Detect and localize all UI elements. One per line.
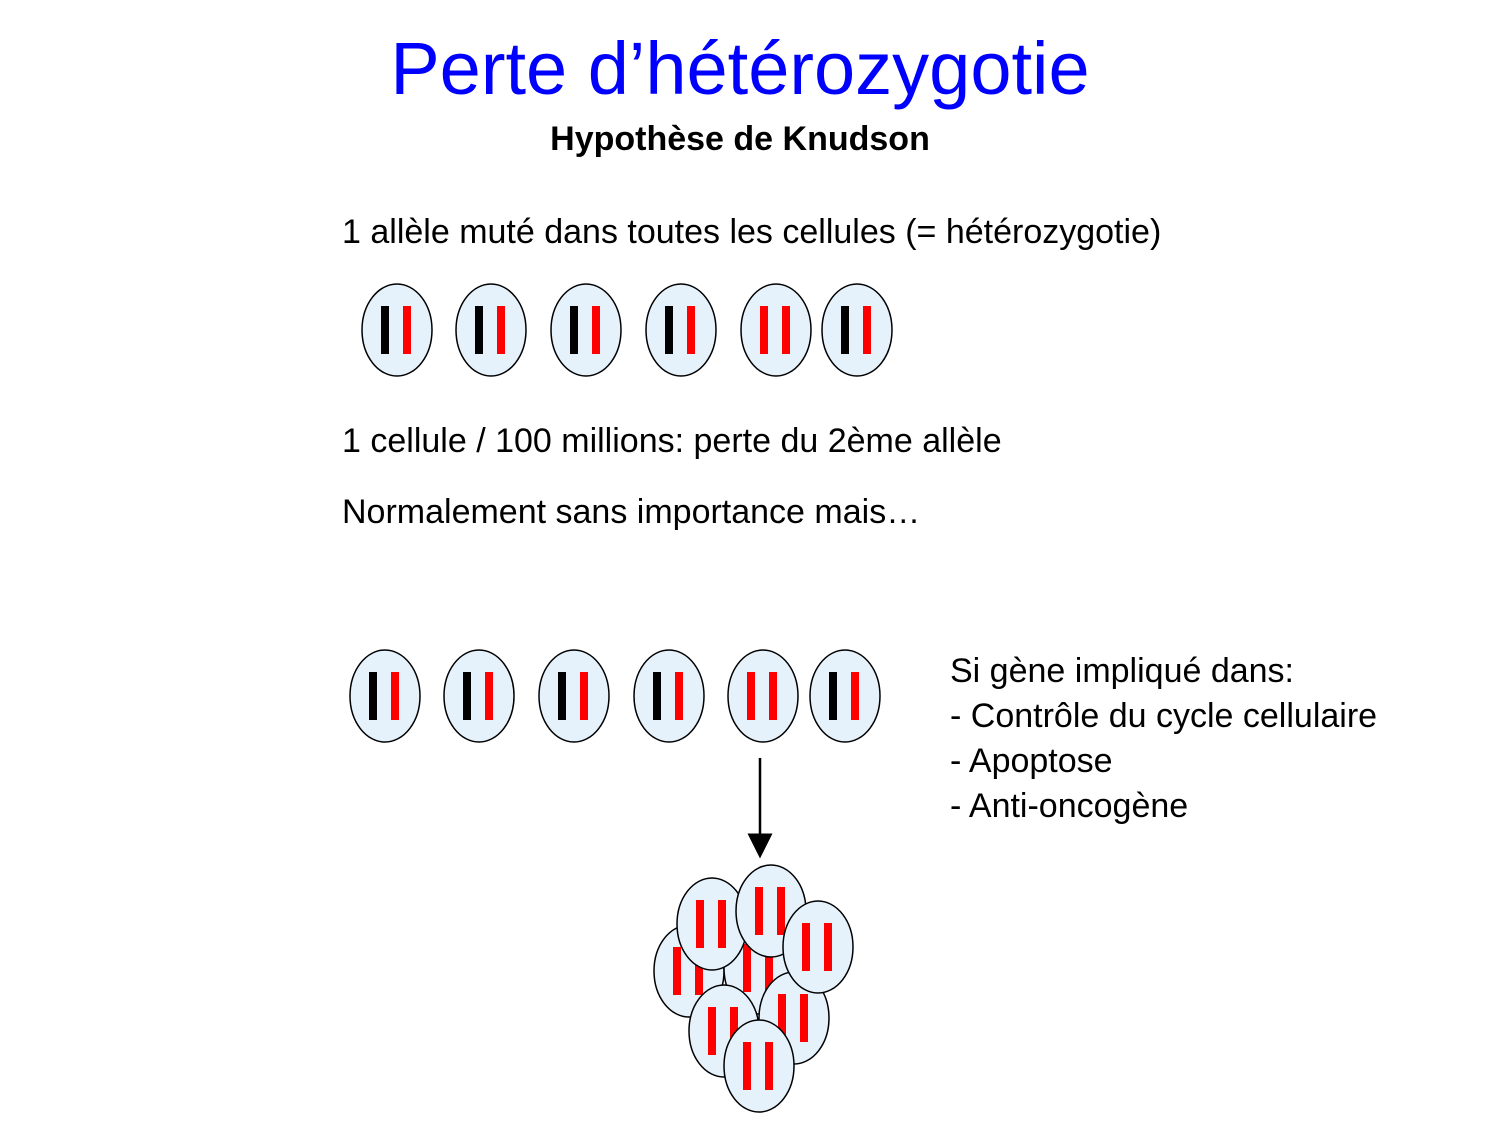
allele-2 [391,672,399,720]
cell-membrane [677,878,747,970]
cell-row-2 [350,650,880,742]
cell-membrane [741,284,811,376]
statement-heterozygosity: 1 allèle muté dans toutes les cellules (= hétérozygotie) [342,213,1162,251]
cell-row2-4 [634,650,704,742]
cell-membrane [444,650,514,742]
gene-list-item-anti-oncogene: - Anti-oncogène [950,787,1189,825]
cell-membrane [724,1020,794,1112]
cell-membrane [646,284,716,376]
cell-row2-5 [728,650,798,742]
cell-row2-2 [444,650,514,742]
tumor-cell-8 [724,1020,794,1112]
allele-1 [760,306,768,354]
allele-2 [592,306,600,354]
cell-membrane [822,284,892,376]
cell-membrane [810,650,880,742]
statement-loss-second-allele: 1 cellule / 100 millions: perte du 2ème allèle [342,422,1002,460]
allele-1 [653,672,661,720]
allele-1 [743,944,751,992]
cell-row1-1 [362,284,432,376]
allele-2 [824,923,832,971]
cell-membrane [456,284,526,376]
allele-1 [708,1007,716,1055]
allele-1 [829,672,837,720]
cell-row1-6 [822,284,892,376]
allele-2 [580,672,588,720]
cell-membrane [551,284,621,376]
allele-1 [841,306,849,354]
allele-1 [665,306,673,354]
slide-subtitle: Hypothèse de Knudson [550,120,930,158]
allele-2 [687,306,695,354]
cell-membrane [350,650,420,742]
allele-2 [777,887,785,935]
allele-2 [782,306,790,354]
cell-membrane [634,650,704,742]
cell-row2-3 [539,650,609,742]
allele-2 [765,1042,773,1090]
allele-1 [381,306,389,354]
cell-row2-1 [350,650,420,742]
cell-membrane [539,650,609,742]
allele-1 [673,947,681,995]
allele-2 [403,306,411,354]
cell-membrane [728,650,798,742]
cell-row2-6 [810,650,880,742]
allele-2 [485,672,493,720]
gene-list-item-apoptosis: - Apoptose [950,742,1113,780]
tumor-cluster [654,865,853,1112]
tumor-cell-7 [783,901,853,993]
allele-2 [800,994,808,1042]
cell-row1-2 [456,284,526,376]
allele-1 [369,672,377,720]
allele-2 [851,672,859,720]
allele-1 [570,306,578,354]
cell-row-1 [362,284,892,376]
allele-2 [675,672,683,720]
gene-list-heading: Si gène impliqué dans: [950,652,1295,690]
allele-1 [475,306,483,354]
slide-title: Perte d’hétérozygotie [390,27,1090,110]
allele-2 [718,900,726,948]
allele-1 [696,900,704,948]
allele-2 [769,672,777,720]
cell-row1-5 [741,284,811,376]
gene-list-item-cell-cycle: - Contrôle du cycle cellulaire [950,697,1378,735]
allele-1 [802,923,810,971]
cell-membrane [362,284,432,376]
cell-membrane [783,901,853,993]
allele-1 [755,887,763,935]
cell-row1-4 [646,284,716,376]
tumor-cell-5 [677,878,747,970]
allele-2 [497,306,505,354]
statement-normally-unimportant: Normalement sans importance mais… [342,493,921,531]
allele-1 [743,1042,751,1090]
allele-2 [863,306,871,354]
allele-1 [558,672,566,720]
cell-row1-3 [551,284,621,376]
allele-1 [463,672,471,720]
allele-1 [747,672,755,720]
